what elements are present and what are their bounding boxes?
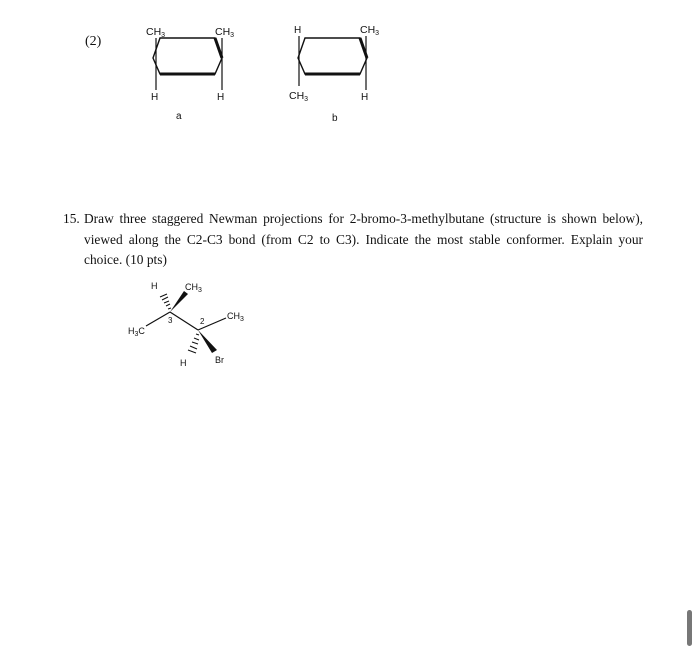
label-a-top-right [215, 26, 234, 39]
caption-b: b [332, 113, 338, 124]
wedge-c3-ch3 [170, 291, 188, 312]
bond-h3c-c3 [146, 312, 170, 326]
structure-b [289, 24, 379, 124]
label-a-top-left [146, 26, 165, 39]
hash-c2-h [188, 334, 199, 353]
label-h3c: $H_3C$ [128, 326, 145, 338]
question-text: Draw three staggered Newman projections for 2-bromo-3-methylbutane (structure is shown below), viewed along the C2-C3 bond (from C2 to C3). Indicate the most stable conformer. Explain your choice. (10 pts) [84, 211, 643, 268]
ring-a [153, 38, 222, 74]
label-a-bottom-right: H [217, 92, 225, 103]
label-b-top-left: H [294, 25, 302, 36]
label-c2-number: 2 [200, 317, 205, 326]
hash-c3-h [160, 294, 171, 309]
bond-c3-c2 [170, 312, 198, 330]
label-c2-br: Br [215, 355, 224, 365]
label-b-bottom-right: H [361, 92, 369, 103]
label-c2-h: H [180, 358, 187, 368]
label-c3-number: 3 [168, 316, 173, 325]
label-c2-ch3: $CH_3$ [227, 311, 244, 323]
label-b-bottom-left: CH3 [289, 90, 309, 103]
label-c3-h: H [151, 281, 158, 291]
label-a-bottom-left: H [151, 92, 159, 103]
caption-a: a [176, 111, 182, 122]
label-c3-ch3: $CH_3$ [185, 282, 202, 294]
wedge-c2-br [198, 330, 217, 353]
molecule-structure [128, 281, 244, 368]
ring-a-bold-edge-right [215, 38, 222, 58]
question-number: 15. [63, 211, 80, 226]
part-label: (2) [85, 34, 102, 49]
ring-b [298, 38, 367, 74]
label-a-top-left-text: CH3 [146, 26, 166, 39]
label-a-top-right-text: CH3 [215, 26, 235, 39]
label-b-top-right: CH3 [360, 24, 380, 37]
question-15 [63, 209, 643, 271]
vertical-scrollbar[interactable] [687, 610, 692, 646]
structure-a [146, 26, 234, 122]
